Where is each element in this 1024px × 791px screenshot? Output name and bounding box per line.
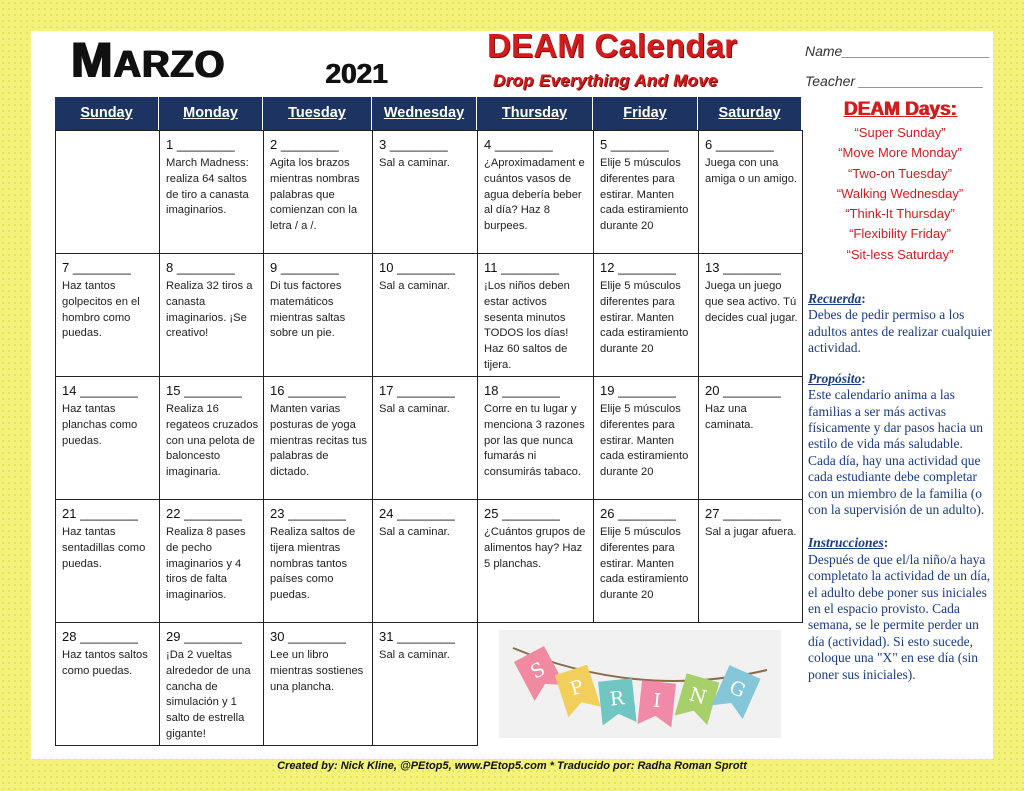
day-initials-field[interactable]: 7 ________ — [62, 260, 131, 275]
day-initials-field[interactable]: 5 ________ — [600, 137, 669, 152]
day-initials-field[interactable]: 23 ________ — [270, 506, 346, 521]
footer-credits: Created by: Nick Kline, @PEtop5, www.PEtop5.com * Traducido por: Radha Roman Sprott — [277, 760, 747, 772]
day-initials-field[interactable]: 12 ________ — [600, 260, 676, 275]
day-initials-field[interactable]: 9 ________ — [270, 260, 339, 275]
day-initials-field[interactable]: 14 ________ — [62, 383, 138, 398]
day-activity-text: Lee un libro mientras sostienes una plancha. — [270, 649, 364, 693]
deam-day-item: “Walking Wednesday” — [836, 185, 964, 201]
day-cell — [372, 499, 478, 623]
day-activity-text: Elije 5 músculos diferentes para estirar. Manten cada estiramiento durante 20 — [600, 157, 689, 233]
day-cell — [593, 499, 699, 623]
day-initials-field[interactable]: 25 ________ — [484, 506, 560, 521]
day-activity-text: Sal a caminar. — [379, 280, 450, 292]
day-cell — [477, 499, 594, 623]
year-label: 2021 — [325, 58, 388, 89]
day-initials-field[interactable]: 24 ________ — [379, 506, 455, 521]
day-activity-text: Haz tantos golpecitos en el hombro como puedas. — [62, 280, 140, 340]
day-cell — [698, 253, 803, 377]
day-initials-field[interactable]: 29 ________ — [166, 629, 242, 644]
deam-day-item: “Two-on Tuesday” — [847, 165, 953, 181]
recuerda-section: Recuerda: Debes de pedir permiso a los adultos antes de realizar cualquier actividad. — [808, 291, 992, 356]
day-activity-text: Agita los brazos mientras nombras palabras que comienzan con la letra / a /. — [270, 157, 360, 233]
day-cell — [698, 130, 803, 254]
day-cell — [477, 130, 594, 254]
day-cell — [593, 253, 699, 377]
calendar-page — [31, 27, 993, 772]
deam-day-item: “Think-It Thursday” — [845, 206, 955, 222]
banner-letter: N — [686, 683, 709, 710]
day-cell — [263, 130, 373, 254]
deam-day-item: “Sit-less Saturday” — [846, 246, 954, 262]
day-initials-field[interactable]: 26 ________ — [600, 506, 676, 521]
day-initials-field[interactable]: 10 ________ — [379, 260, 455, 275]
name-field[interactable]: Name___________________ — [805, 43, 991, 59]
recuerda-heading: Recuerda — [808, 291, 862, 307]
spring-banner-graphic — [499, 630, 781, 738]
banner-letter: S — [527, 658, 549, 684]
day-cell — [698, 376, 803, 500]
day-activity-text: Elije 5 músculos diferentes para estirar. Manten cada estiramiento durante 20 — [600, 403, 689, 479]
day-cell — [372, 376, 478, 500]
day-initials-field[interactable]: 1 ________ — [166, 137, 235, 152]
day-cell — [477, 253, 594, 377]
month-initial: M — [71, 32, 114, 88]
banner-letter: G — [725, 676, 749, 703]
day-cell — [477, 376, 594, 500]
month-rest: ARZO — [113, 44, 226, 86]
day-initials-field[interactable]: 2 ________ — [270, 137, 339, 152]
weekday-tuesday: Tuesday — [263, 97, 372, 130]
day-initials-field[interactable]: 22 ________ — [166, 506, 242, 521]
day-activity-text: Realiza 16 regateos cruzados con una pelota de baloncesto imaginaria. — [166, 403, 259, 479]
deam-days-title: DEAM Days: — [843, 99, 957, 120]
day-initials-field[interactable]: 28 ________ — [62, 629, 138, 644]
recuerda-text: Debes de pedir permiso a los adultos antes de realizar cualquier actividad. — [808, 307, 992, 356]
weekday-thursday: Thursday — [477, 97, 593, 130]
day-cell — [55, 622, 160, 746]
day-activity-text: March Madness: realiza 64 saltos de tiro a canasta imaginarios. — [166, 157, 249, 217]
day-cell — [698, 499, 803, 623]
day-activity-text: ¿Cuántos grupos de alimentos hay? Haz 5 planchas. — [484, 526, 586, 570]
day-cell — [593, 130, 699, 254]
day-initials-field[interactable]: 18 ________ — [484, 383, 560, 398]
weekday-wednesday: Wednesday — [372, 97, 477, 130]
day-cell — [159, 499, 264, 623]
weekday-friday: Friday — [593, 97, 698, 130]
day-activity-text: Sal a caminar. — [379, 157, 450, 169]
day-initials-field[interactable]: 19 ________ — [600, 383, 676, 398]
day-initials-field[interactable]: 30 ________ — [270, 629, 346, 644]
day-initials-field[interactable]: 4 ________ — [484, 137, 553, 152]
day-activity-text: ¡Da 2 vueltas alrededor de una cancha de simulación y 1 salto de estrella gigante! — [166, 649, 251, 740]
day-activity-text: Elije 5 músculos diferentes para estirar. Manten cada estiramiento durante 20 — [600, 280, 689, 356]
day-activity-text: Sal a jugar afuera. — [705, 526, 797, 538]
day-initials-field[interactable]: 11 ________ — [484, 260, 559, 275]
day-activity-text: ¡Los niños deben estar activos sesenta minutos TODOS los días! Haz 60 saltos de tijera. — [484, 280, 570, 371]
day-activity-text: Haz tantas planchas como puedas. — [62, 403, 138, 447]
day-activity-text: Realiza saltos de tijera mientras nombras tantos países como puedas. — [270, 526, 356, 602]
day-activity-text: Di tus factores matemáticos mientras saltas sobre un pie. — [270, 280, 346, 340]
day-initials-field[interactable]: 21 ________ — [62, 506, 138, 521]
instrucciones-text: Después de que el/la niño/a haya completato la actividad de un día, el adulto debe poner sus iniciales en el espacio provisto. Cada semana, se le permite perder un día (actividad). Si esto sucede, coloque una "X" en ese día (sin poner sus iniciales). — [808, 551, 991, 682]
day-initials-field[interactable]: 31 ________ — [379, 629, 455, 644]
deam-day-item: “Super Sunday” — [854, 125, 946, 140]
day-cell — [159, 622, 264, 746]
day-activity-text: Haz una caminata. — [705, 403, 754, 431]
spring-banner-image — [499, 630, 781, 738]
day-cell — [159, 253, 264, 377]
day-cell — [372, 130, 478, 254]
deam-day-item: “Flexibility Friday” — [849, 226, 951, 242]
deam-title: DEAM Calendar — [487, 27, 738, 64]
day-cell — [593, 376, 699, 500]
day-activity-text: Realiza 32 tiros a canasta imaginarios. ¡Se creativo! — [166, 280, 253, 340]
banner-letter: I — [652, 689, 662, 713]
day-activity-text: Sal a caminar. — [379, 526, 450, 538]
banner-flag — [598, 678, 636, 725]
banner-letter: P — [567, 675, 587, 701]
proposito-text: Este calendario anima a las familias a ser más activas físicamente y dar pasos hacia un estilo de vida más saludable. Cada día, hay una actividad que cada estudiante debe completar con un miembro de la familia (o con la supervisión de un adulto). — [808, 387, 985, 517]
sidebar — [808, 99, 992, 683]
day-activity-text: Haz tantos saltos como puedas. — [62, 649, 148, 677]
day-cell — [55, 499, 160, 623]
day-activity-text: Haz tantas sentadillas como puedas. — [62, 526, 146, 570]
day-activity-text: Sal a caminar. — [379, 649, 450, 661]
proposito-section: Propósito: Este calendario anima a las familias a ser más activas físicamente y dar pasos hacia un estilo de vida más saludable. Cada día, hay una actividad que cada estudiante debe completar con un miembro de la familia (o con la supervisión de un adulto). — [808, 371, 992, 519]
weekday-header-row — [55, 97, 802, 130]
day-cell — [159, 376, 264, 500]
banner-flag — [637, 680, 675, 727]
day-activity-text: Corre en tu lugar y menciona 3 razones por las que nunca fumarás ni consumirás tabaco. — [484, 403, 585, 479]
proposito-heading: Propósito — [808, 370, 862, 386]
instrucciones-section: Instrucciones: Después de que el/la niño/a haya completato la actividad de un día, el adulto debe poner sus iniciales en el espacio provisto. Cada semana, se le permite perder un día (actividad). Si esto sucede, coloque una "X" en ese día (sin poner sus iniciales). — [808, 535, 991, 682]
banner-letter: R — [608, 687, 626, 711]
day-initials-field[interactable]: 20 ________ — [705, 383, 781, 398]
day-initials-field[interactable]: 3 ________ — [379, 137, 448, 152]
day-cell — [55, 376, 160, 500]
instrucciones-heading: Instrucciones — [808, 535, 884, 551]
day-initials-field[interactable]: 8 ________ — [166, 260, 235, 275]
weekday-saturday: Saturday — [698, 97, 802, 130]
day-activity-text: Realiza 8 pases de pecho imaginarios y 4 tiros de falta imaginarios. — [166, 526, 246, 602]
day-cell — [372, 253, 478, 377]
day-initials-field[interactable]: 16 ________ — [270, 383, 346, 398]
day-cell — [263, 499, 373, 623]
day-activity-text: Juega con una amiga o un amigo. — [705, 157, 798, 185]
deam-days-list — [808, 123, 992, 265]
empty-day-cell — [55, 130, 160, 254]
day-initials-field[interactable]: 17 ________ — [379, 383, 455, 398]
deam-subtitle: Drop Everything And Move — [493, 71, 718, 90]
banner-flag — [514, 646, 565, 701]
day-activity-text: Sal a caminar. — [379, 403, 450, 415]
day-cell — [159, 130, 264, 254]
day-cell — [263, 253, 373, 377]
calendar-grid — [55, 97, 802, 753]
weekday-sunday: Sunday — [55, 97, 159, 130]
month-title — [71, 31, 225, 89]
day-cell — [263, 622, 373, 746]
day-activity-text: ¿Aproximadament e cuántos vasos de agua debería beber al día? Haz 8 burpees. — [484, 157, 585, 233]
day-activity-text: Manten varias posturas de yoga mientras recitas tus palabras de dictado. — [270, 403, 367, 479]
day-initials-field[interactable]: 6 ________ — [705, 137, 774, 152]
teacher-field[interactable]: Teacher ________________ — [805, 73, 984, 89]
day-activity-text: Elije 5 músculos diferentes para estirar. Manten cada estiramiento durante 20 — [600, 526, 689, 602]
day-cell — [55, 253, 160, 377]
weekday-monday: Monday — [159, 97, 263, 130]
deam-day-item: “Move More Monday” — [838, 145, 962, 161]
day-initials-field[interactable]: 13 ________ — [705, 260, 781, 275]
day-initials-field[interactable]: 15 ________ — [166, 383, 242, 398]
day-cell — [263, 376, 373, 500]
day-initials-field[interactable]: 27 ________ — [705, 506, 781, 521]
day-activity-text: Juega un juego que sea activo. Tú decides cual jugar. — [705, 280, 798, 324]
day-cell — [372, 622, 478, 746]
